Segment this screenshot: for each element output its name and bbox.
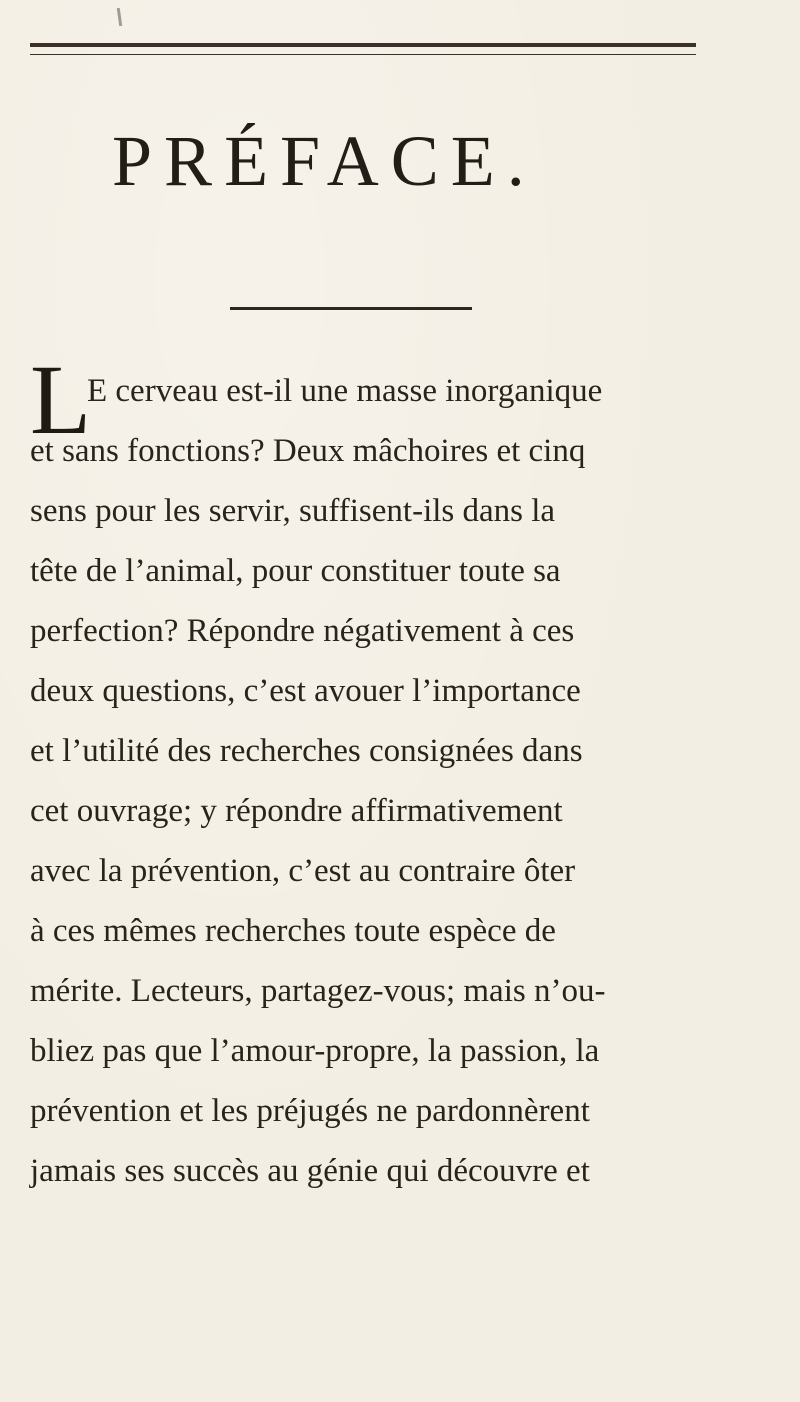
text-line: prévention et les préjugés ne pardonnèrent — [30, 1093, 590, 1129]
text-line: jamais ses succès au génie qui découvre et — [30, 1153, 590, 1189]
header-rule-thick — [30, 43, 696, 47]
text-line: et l’utilité des recherches consignées dans — [30, 733, 583, 769]
text-line: et sans fonctions? Deux mâchoires et cinq — [30, 433, 586, 469]
text-line: tête de l’animal, pour constituer toute sa — [30, 553, 561, 589]
text-line: cet ouvrage; y répondre affirmativement — [30, 793, 563, 829]
text-line: sens pour les servir, suffisent-ils dans la — [30, 493, 556, 529]
header-rule-thin — [30, 54, 696, 55]
ink-mark — [117, 8, 122, 26]
page-title: PRÉFACE. — [112, 121, 537, 201]
text-line: perfection? Répondre négativement à ces — [30, 613, 575, 649]
text-line-first: E cerveau est-il une masse inorganique — [87, 373, 603, 409]
text-line: avec la prévention, c’est au contraire ôter — [30, 853, 576, 889]
drop-cap: L — [30, 344, 92, 455]
title-divider — [230, 307, 472, 310]
text-line: à ces mêmes recherches toute espèce de — [30, 913, 556, 949]
text-line: bliez pas que l’amour-propre, la passion, la — [30, 1033, 600, 1069]
text-line: mérite. Lecteurs, partagez-vous; mais n’ou- — [30, 973, 606, 1009]
text-line: deux questions, c’est avouer l’importance — [30, 673, 581, 709]
